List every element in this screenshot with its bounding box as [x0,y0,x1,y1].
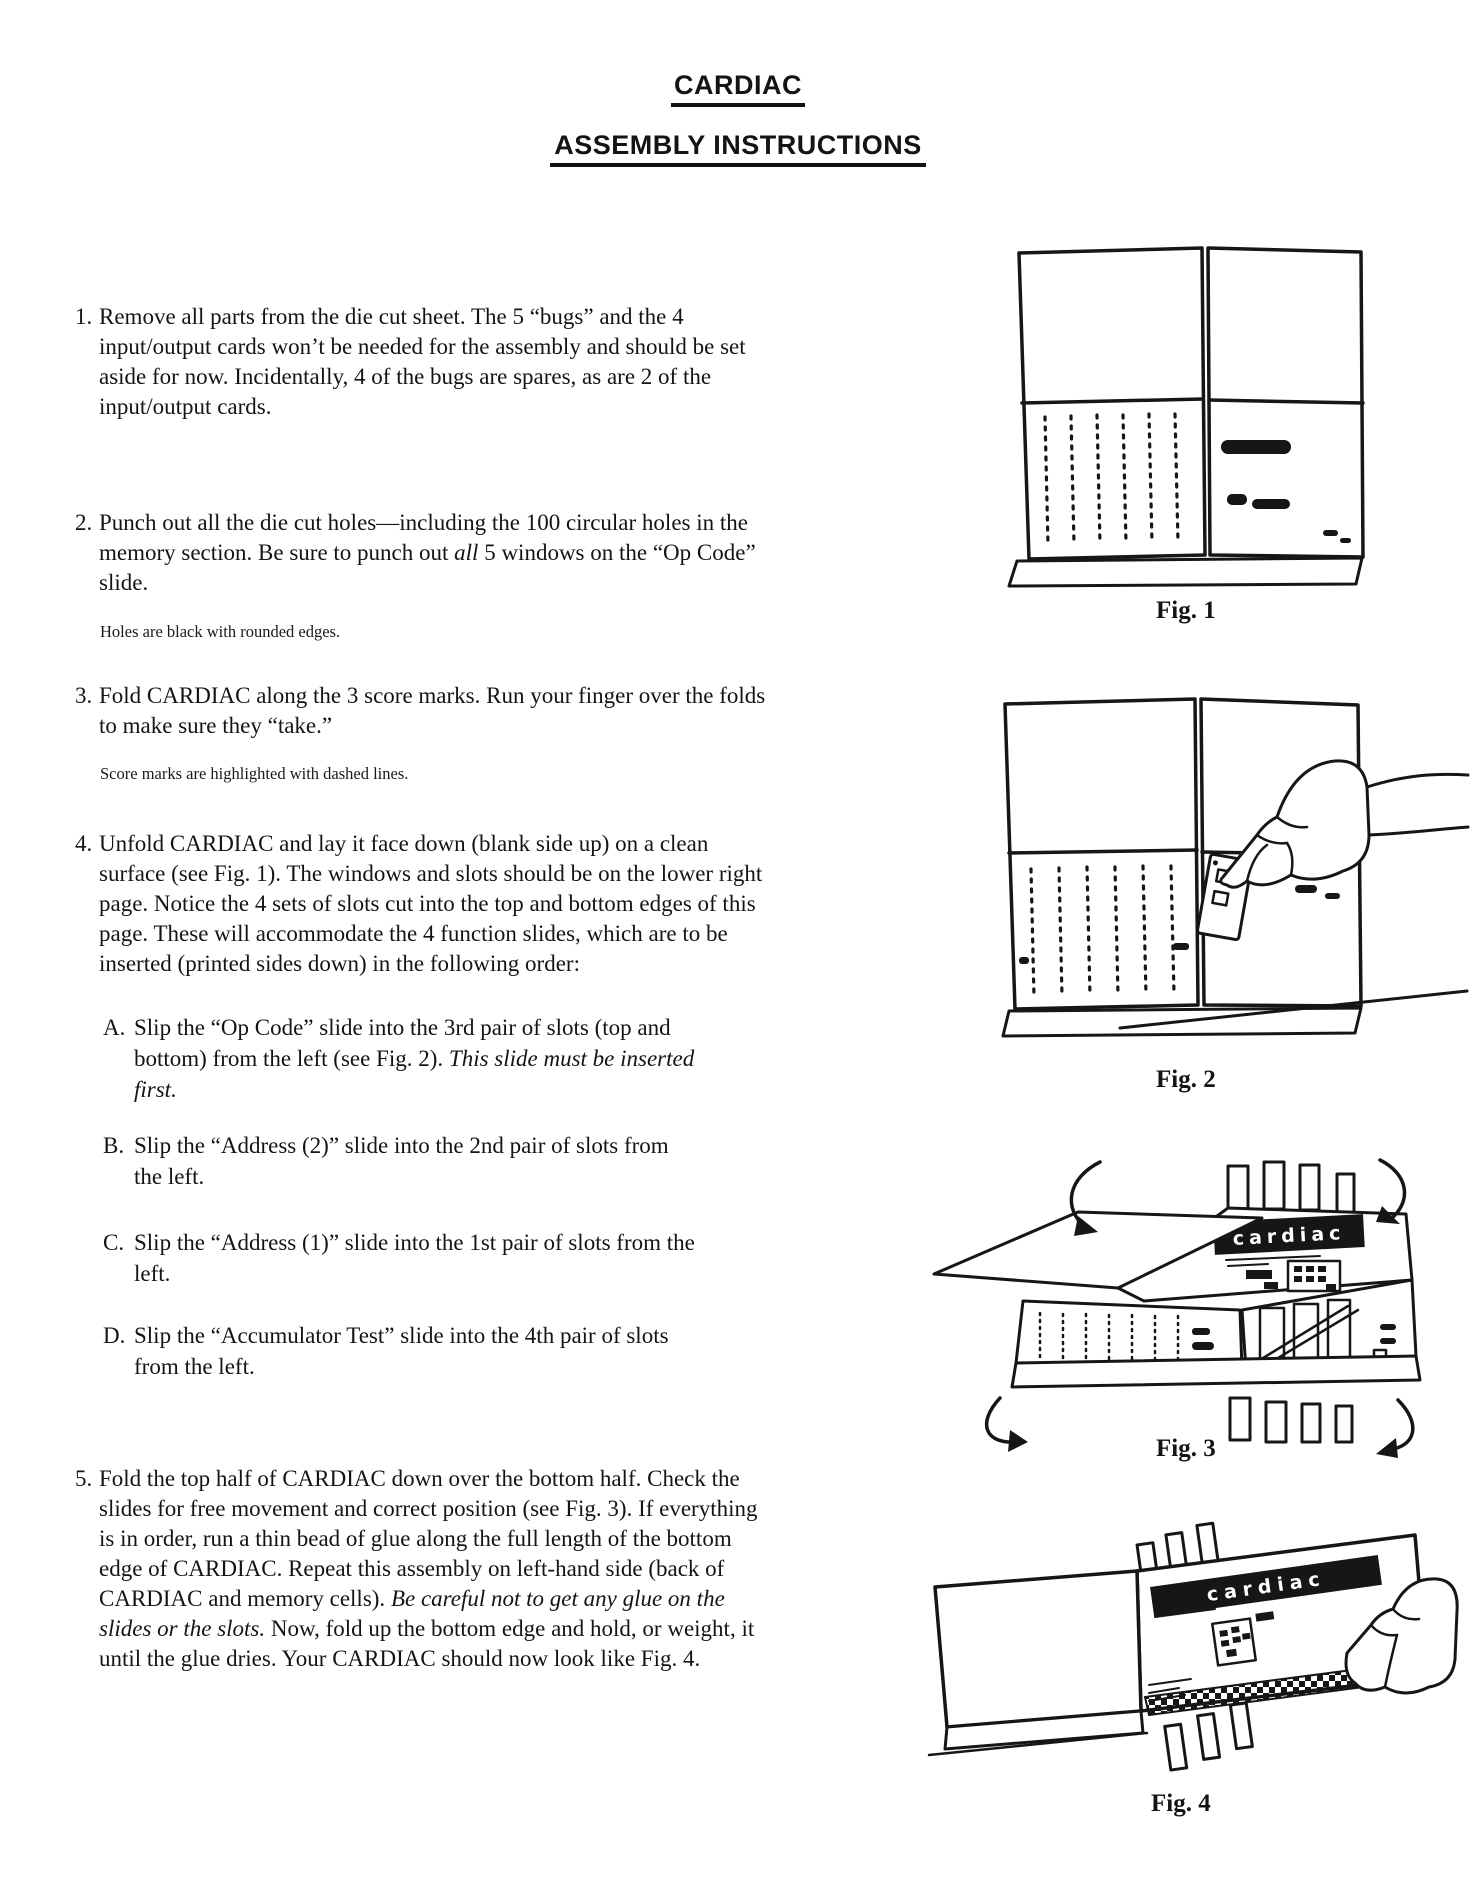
svg-text:cardiac: cardiac [1232,1222,1346,1250]
fig1-right-page [1208,248,1363,557]
figure-3-caption: Fig. 3 [1156,1435,1216,1462]
step-2 [75,508,767,598]
figure-3-illustration [928,1158,1423,1458]
fig3-panel-cluster [1288,1261,1340,1291]
step-1-text: Remove all parts from the die cut sheet. The 5 “bugs” and the 4 input/output cards won’t be needed for the assembly and should be set aside for now. Incidentally, 4 of the bugs are spares, as are 2 of the input/output cards. [99,304,746,419]
step-5-text: Fold the top half of CARDIAC down over the bottom half. Check the slides for free movement and correct position (see Fig. 3). If everything is in order, run a thin bead of glue along the full length of the bottom edge of CARDIAC. Repeat this assembly on left-hand side (back of CARDIAC and memory cells). Be careful not to get any glue on the slides or the slots. Now, fold up the bottom edge and hold, or weight, it until the glue dries. Your CARDIAC should now look like Fig. 4. [99,1466,758,1671]
substep-b-text: Slip the “Address (2)” slide into the 2nd pair of slots from the left. [134,1133,669,1189]
figure-2-illustration [995,695,1470,1045]
figure-1-caption: Fig. 1 [1156,597,1216,624]
substep-b [103,1130,696,1192]
step-2-text: Punch out all the die cut holes—including the 100 circular holes in the memory section. Be sure to punch out all 5 windows on the “Op Code” slide. [99,510,756,595]
step-5 [75,1464,767,1674]
step-1 [75,302,767,422]
step-3-number: 3. [75,683,93,708]
note-holes: Holes are black with rounded edges. [100,622,341,641]
substep-d-text: Slip the “Accumulator Test” slide into the 4th pair of slots from the left. [134,1323,669,1379]
step-4-number: 4. [75,831,93,856]
fig3-slide-tabs-bottom [1230,1398,1352,1442]
figure-1-illustration [1005,243,1365,591]
fig4-slide-tabs-bottom [1163,1703,1254,1770]
step-3-text: Fold CARDIAC along the 3 score marks. Run your finger over the folds to make sure they “take.” [99,683,766,738]
substep-c-text: Slip the “Address (1)” slide into the 1st pair of slots from the left. [134,1230,695,1286]
step-1-number: 1. [75,304,93,329]
step-3 [75,681,767,741]
substep-a [103,1012,696,1105]
fig3-bottom-strip [1012,1356,1420,1387]
step-4-text: Unfold CARDIAC and lay it face down (blank side up) on a clean surface (see Fig. 1). The windows and slots should be on the lower right page. Notice the 4 sets of slots cut into the top and bottom edges of this page. These will accommodate the 4 function slides, which are to be inserted (printed sides down) in the following order: [99,831,763,976]
fig2-left-page [1005,699,1198,1009]
substep-d-letter: D. [103,1323,126,1348]
fig3-slide-tabs-top [1228,1162,1354,1215]
substep-b-letter: B. [103,1133,125,1158]
fig2-arm-bottom-line [1369,827,1468,835]
fig1-left-page [1019,248,1205,559]
page-subtitle: ASSEMBLY INSTRUCTIONS [0,130,1476,167]
figure-2-caption: Fig. 2 [1156,1066,1216,1093]
note-score-marks: Score marks are highlighted with dashed lines. [100,764,409,783]
substep-a-text: Slip the “Op Code” slide into the 3rd pair of slots (top and bottom) from the left (see Fig. 2). This slide must be inserted first. [134,1015,695,1102]
page-title: CARDIAC [0,70,1476,107]
fig4-left-page [929,1571,1147,1755]
svg-text:cardiac: cardiac [1205,1567,1327,1607]
step-4 [75,829,767,979]
figure-4-illustration [915,1525,1463,1787]
substep-c-letter: C. [103,1230,125,1255]
substep-d [103,1320,696,1382]
figure-4-caption: Fig. 4 [1151,1790,1211,1817]
substep-a-letter: A. [103,1015,126,1040]
fig1-bottom-flap [1009,558,1362,586]
step-5-number: 5. [75,1466,93,1491]
step-2-number: 2. [75,510,93,535]
substep-c [103,1227,696,1289]
fig2-arm-top-line [1367,774,1468,787]
